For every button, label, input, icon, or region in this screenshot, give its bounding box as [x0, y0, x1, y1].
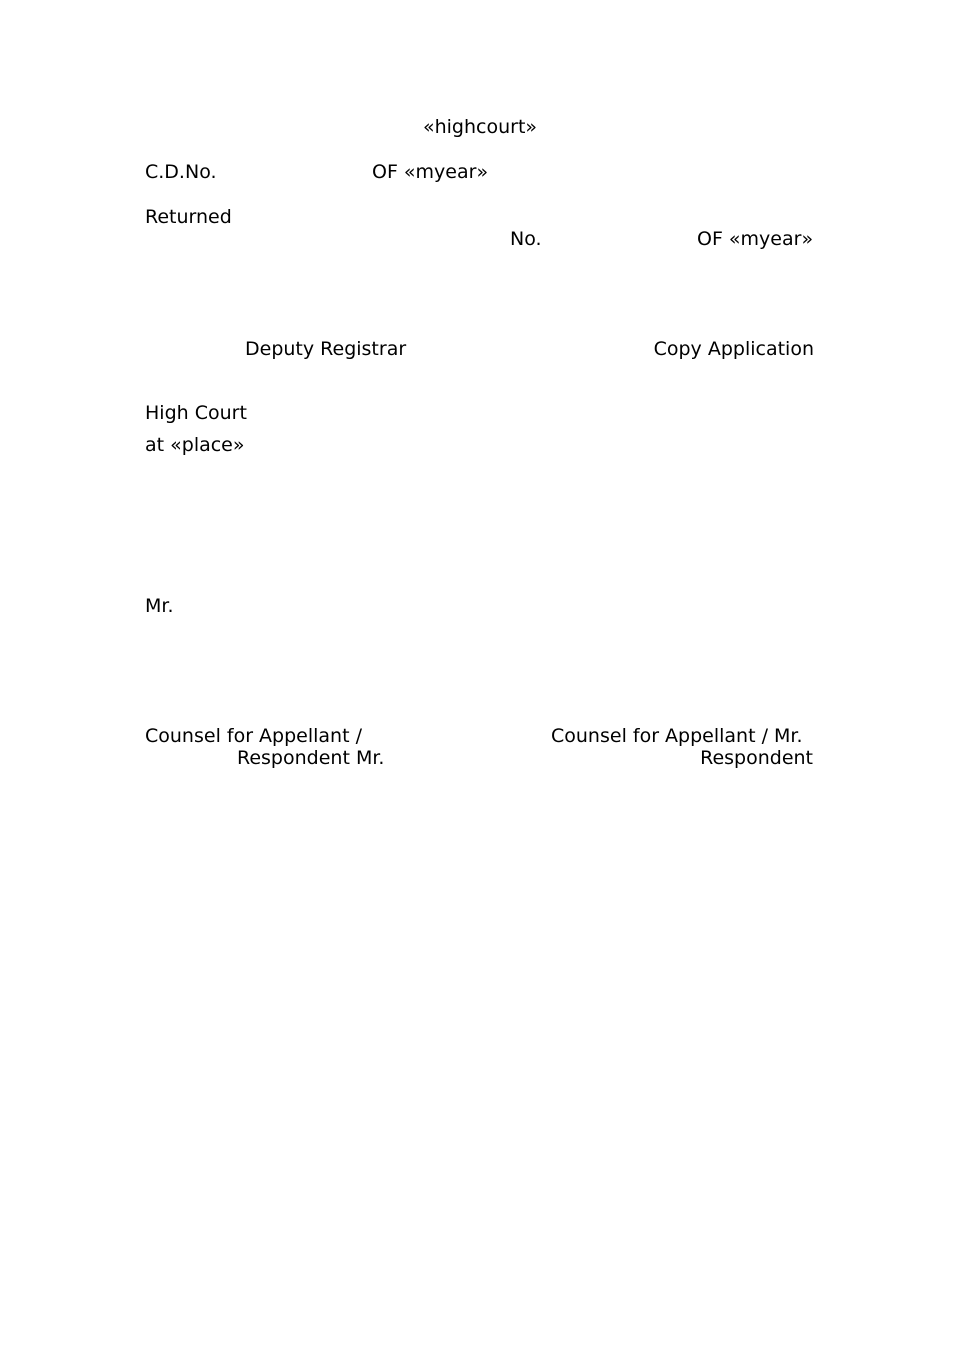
at-place: at «place» — [145, 434, 245, 456]
copy-application: Copy Application — [653, 338, 814, 360]
returned-no-label: No. — [510, 228, 542, 250]
deputy-registrar: Deputy Registrar — [245, 338, 407, 360]
left-signature-line1: Counsel for Appellant / — [145, 725, 362, 747]
high-court: High Court — [145, 402, 247, 424]
cd-of-year: OF «myear» — [372, 161, 489, 183]
returned-of-year: OF «myear» — [697, 228, 814, 250]
court-title: «highcourt» — [422, 116, 538, 138]
returned-label: Returned — [145, 206, 232, 228]
cd-no-label: C.D.No. — [145, 161, 217, 183]
right-signature-line2: Respondent — [700, 747, 813, 769]
mr-salutation: Mr. — [145, 595, 174, 617]
right-signature-line1: Counsel for Appellant / Mr. — [551, 725, 803, 747]
left-signature-line2: Respondent Mr. — [237, 747, 385, 769]
